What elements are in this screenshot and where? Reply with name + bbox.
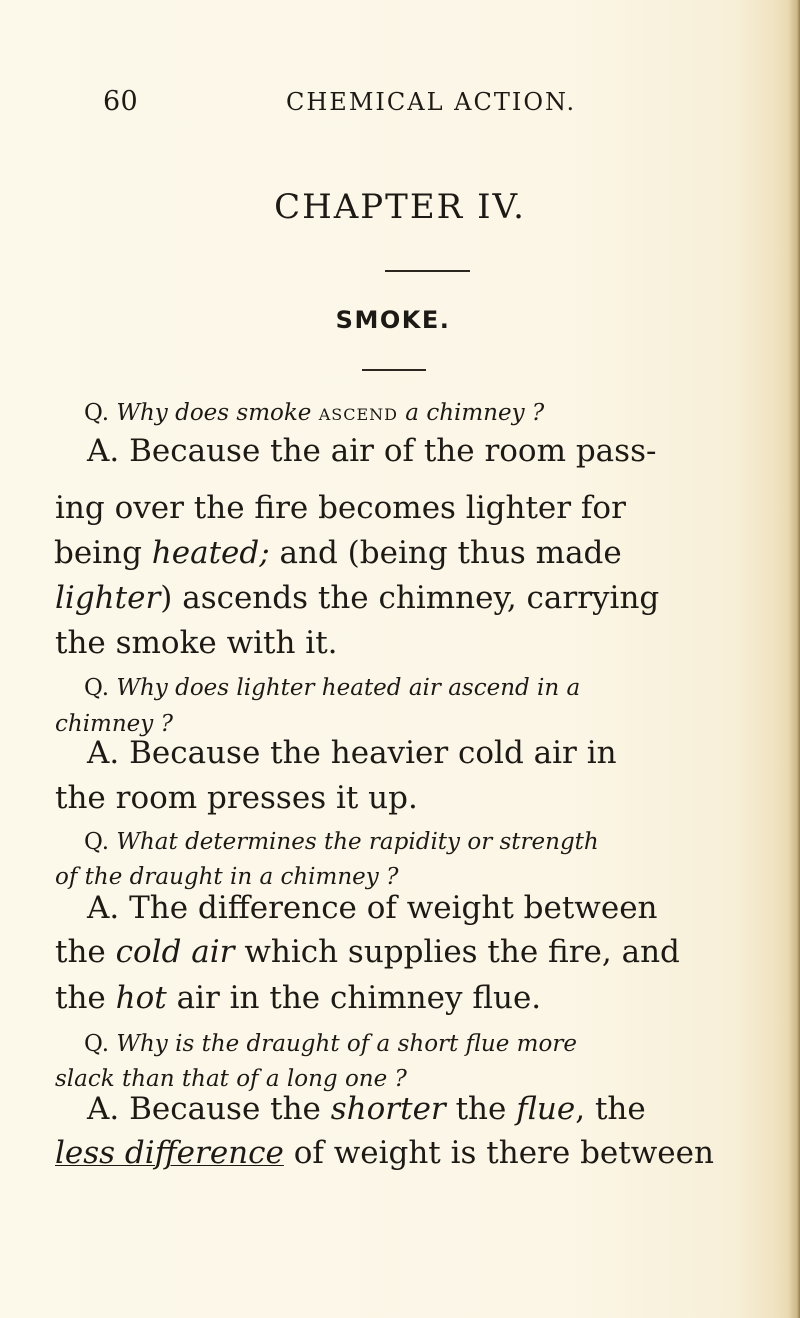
question-2-line-2: chimney ? [55, 711, 173, 737]
running-head: CHEMICAL ACTION. [286, 88, 577, 116]
question-3-line-1 [84, 831, 599, 854]
answer-4-line-1-end: , the [575, 1091, 646, 1127]
question-1-smallcaps: ascend [318, 400, 398, 426]
answer-1-line-3-start: being [54, 535, 152, 571]
answer-4-shorter: shorter [330, 1091, 446, 1127]
answer-1-line-2: ing over the fire becomes lighter for [55, 490, 626, 526]
answer-1-heated: heated; [151, 535, 270, 571]
answer-2-line-2: the room presses it up. [55, 780, 418, 816]
section-title: SMOKE. [335, 306, 451, 334]
answer-4-line-1-middle: the [445, 1091, 517, 1127]
answer-3-line-2 [55, 934, 680, 970]
answer-4-less-difference: less difference [55, 1135, 284, 1171]
answer-4-flue: flue [516, 1091, 576, 1127]
answer-3-line-2-start: the [55, 934, 116, 970]
answer-1-line-4 [55, 580, 660, 616]
answer-1-line-4-end: ) ascends the chimney, carrying [160, 580, 660, 616]
question-1-prefix: Q. [84, 400, 110, 426]
answer-1-line-3 [54, 535, 622, 571]
answer-3-hot: hot [115, 980, 167, 1016]
question-4-line-2: slack than that of a long one ? [55, 1066, 407, 1092]
answer-3-line-3-start: the [55, 980, 116, 1016]
question-2-prefix: Q. [84, 675, 110, 701]
answer-3-line-3-end: air in the chimney flue. [166, 980, 542, 1016]
question-3-text-line-1: What determines the rapidity or strength [116, 829, 599, 855]
chapter-title: CHAPTER IV. [274, 187, 526, 227]
answer-3-line-3 [55, 980, 542, 1016]
question-3-prefix: Q. [84, 829, 110, 855]
answer-1-lighter: lighter [55, 580, 161, 616]
question-4-prefix: Q. [84, 1031, 110, 1057]
answer-3-cold-air: cold air [115, 934, 235, 970]
answer-4-line-2 [55, 1135, 714, 1171]
answer-3-line-1: A. The difference of weight between [87, 890, 658, 926]
question-4-line-1 [84, 1033, 577, 1056]
answer-1-line-1: A. Because the air of the room pass- [87, 433, 657, 469]
page-number: 60 [103, 86, 138, 117]
question-2-text-line-1: Why does lighter heated air ascend in a [116, 675, 581, 701]
answer-1-line-3-end: and (being thus made [269, 535, 622, 571]
answer-4-line-1 [87, 1091, 646, 1127]
answer-2-line-1: A. Because the heavier cold air in [87, 735, 617, 771]
question-4-text-line-1: Why is the draught of a short flue more [116, 1031, 577, 1057]
answer-1-line-5: the smoke with it. [55, 625, 338, 661]
answer-4-line-1-start: A. Because the [87, 1091, 331, 1127]
question-2-line-1 [84, 677, 580, 700]
question-1-text-end: a chimney ? [405, 400, 545, 426]
question-3-line-2: of the draught in a chimney ? [55, 864, 399, 890]
question-1 [84, 402, 544, 425]
answer-4-line-2-end: of weight is there between [283, 1135, 714, 1171]
question-1-text-start: Why does smoke [116, 400, 312, 426]
answer-3-line-2-end: which supplies the fire, and [234, 934, 680, 970]
